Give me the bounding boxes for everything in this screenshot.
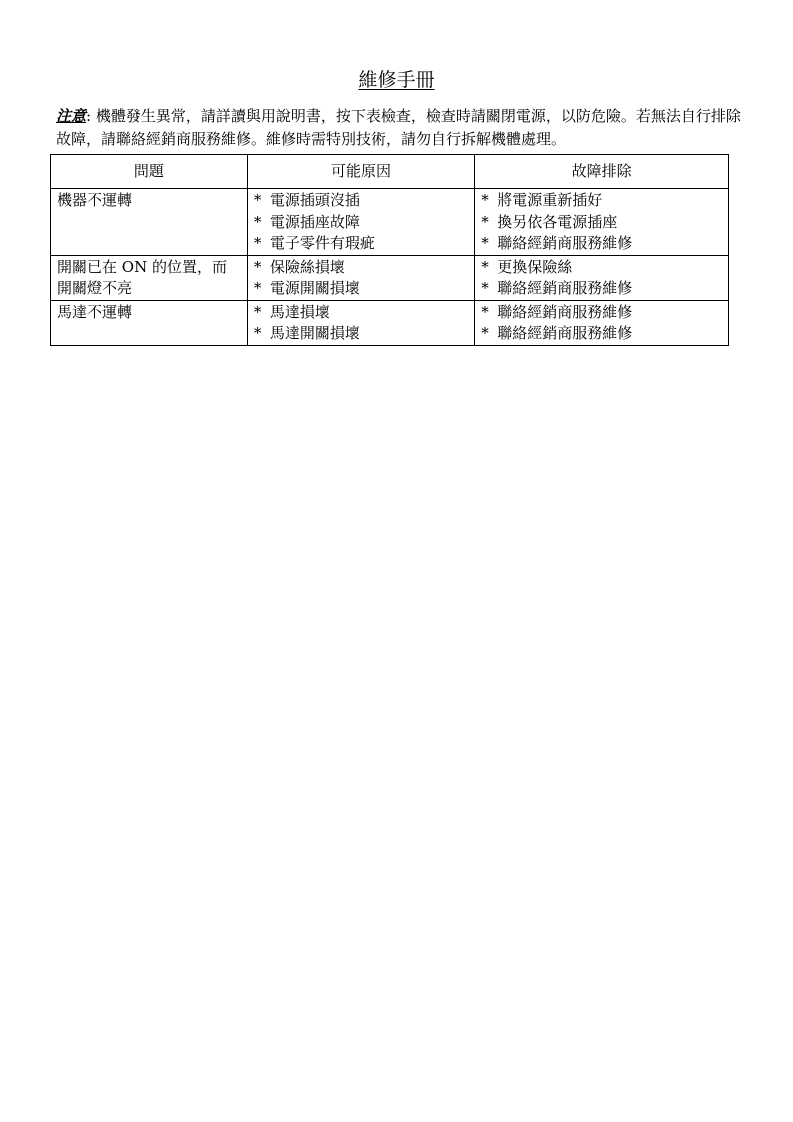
bullet-star: *: [253, 212, 262, 231]
bullet-star: *: [253, 279, 262, 297]
cause-item: * 保險絲損壞: [254, 257, 468, 279]
fix-item: * 換另依各電源插座: [481, 212, 722, 234]
cause-cell: [247, 300, 474, 345]
bullet-star: *: [481, 302, 489, 321]
header-fix: 故障排除: [475, 155, 729, 189]
bullet-star: *: [253, 191, 262, 209]
bullet-star: *: [253, 324, 262, 342]
cause-cell: [247, 255, 474, 300]
header-cause: 可能原因: [247, 155, 474, 189]
bullet-star: *: [481, 279, 489, 297]
bullet-star: *: [481, 324, 489, 342]
fix-item: * 聯絡經銷商服務維修: [481, 302, 722, 324]
cause-item: * 電源插座故障: [254, 212, 468, 234]
notice-paragraph: [56, 105, 746, 151]
fix-item: * 聯絡經銷商服務維修: [481, 278, 722, 300]
cause-cell: [247, 189, 474, 256]
bullet-star: *: [481, 257, 489, 276]
cause-item: * 電源開關損壞: [254, 278, 468, 300]
fix-item: * 聯絡經銷商服務維修: [481, 233, 722, 255]
bullet-star: *: [481, 191, 489, 209]
cause-item: * 電源插頭沒插: [254, 190, 468, 212]
bullet-star: *: [481, 234, 489, 252]
fix-cell: [475, 255, 729, 300]
notice-text: : 機體發生異常，請詳讀與用說明書，按下表檢查，檢查時請關閉電源，以防危險。若無法自行排除故障，請聯絡經銷商服務維修。維修時需特別技術，請勿自行拆解機體處理。: [56, 107, 741, 148]
problem-cell: 馬達不運轉: [51, 300, 248, 345]
cause-item: * 馬達損壞: [254, 302, 468, 324]
problem-cell: 機器不運轉: [51, 189, 248, 256]
fix-cell: [475, 189, 729, 256]
page-title: [0, 66, 793, 94]
fix-cell: [475, 300, 729, 345]
fix-item: * 將電源重新插好: [481, 190, 722, 212]
page-title-text: 維修手冊: [358, 69, 435, 91]
fix-item: * 聯絡經銷商服務維修: [481, 323, 722, 345]
bullet-star: *: [253, 257, 262, 276]
bullet-star: *: [253, 234, 262, 252]
notice-label: 注意: [56, 107, 87, 125]
problem-cell: 開關已在 ON 的位置，而開關燈不亮: [51, 255, 248, 300]
table-row: [51, 300, 729, 345]
table-row: [51, 189, 729, 256]
cause-item: * 馬達開關損壞: [254, 323, 468, 345]
table-header-row: [51, 155, 729, 189]
table-row: [51, 255, 729, 300]
repair-table: [50, 154, 729, 346]
header-problem: 問題: [51, 155, 248, 189]
bullet-star: *: [253, 302, 262, 321]
fix-item: * 更換保險絲: [481, 257, 722, 279]
cause-item: * 電子零件有瑕疵: [254, 233, 468, 255]
bullet-star: *: [481, 212, 489, 231]
